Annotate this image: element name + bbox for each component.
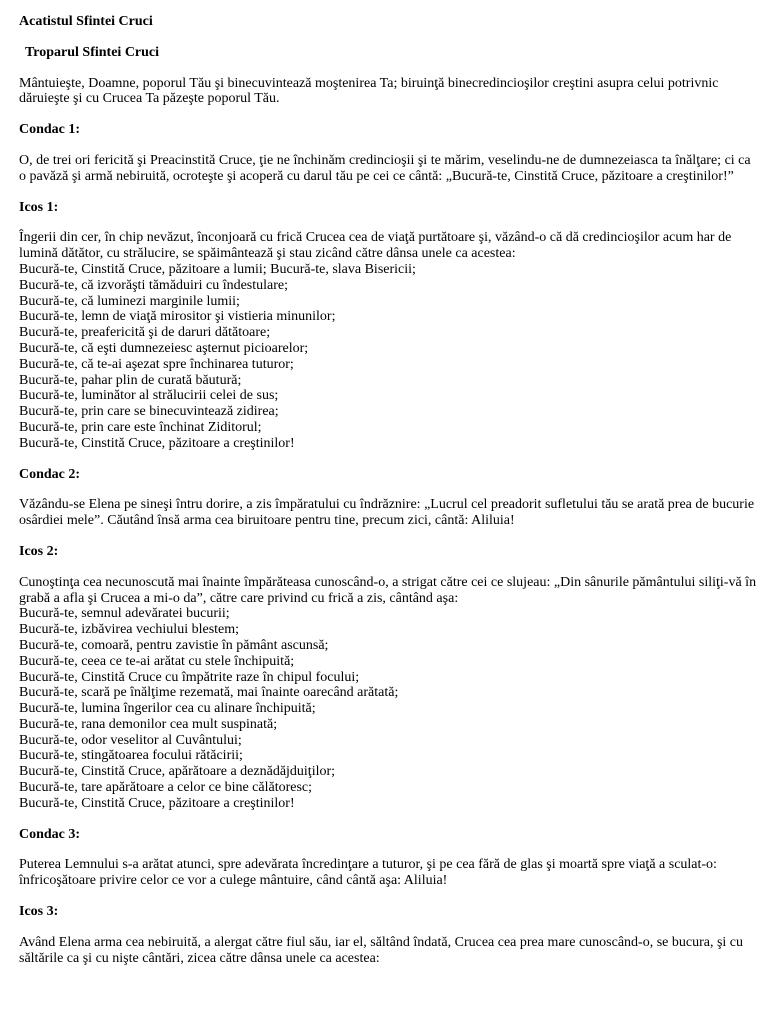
icos-2-line: Bucură-te, Cinstită Cruce cu împătrite raze în chipul focului; [19,669,360,685]
icos-1-line: Bucură-te, că izvorăşti tămăduiri cu îndestulare; [19,277,289,293]
condac-3-heading: Condac 3: [19,826,81,842]
icos-2-line: Bucură-te, lumina îngerilor cea cu alinare închipuită; [19,701,316,717]
icos-2-intro: Cunoştinţa cea necunoscută mai înainte împărăteasa cunoscând-o, a strigat către cei ce slujeau: „Din sânurile pământului siliţi-vă în grabă a afla şi Crucea a mi-o da”, către care privind cu frică a zis, cântând aşa: [19,574,757,606]
condac-2-heading: Condac 2: [19,466,81,482]
icos-1-line: Bucură-te, lemn de viaţă mirositor şi vistieria minunilor; [19,309,336,325]
icos-2-line: Bucură-te, semnul adevăratei bucurii; [19,606,230,622]
icos-2-line: Bucură-te, comoară, pentru zavistie în pământ ascunsă; [19,637,329,653]
icos-2-line: Bucură-te, izbăvirea vechiului blestem; [19,622,240,638]
icos-1-heading: Icos 1: [19,199,59,215]
icos-1-line: Bucură-te, preafericită şi de daruri dătătoare; [19,325,271,341]
icos-1-line: Bucură-te, luminător al strălucirii celei de sus; [19,388,279,404]
icos-2-line: Bucură-te, tare apărătoare a celor ce bine călătoresc; [19,780,313,796]
icos-2-heading: Icos 2: [19,543,59,559]
icos-1-body [19,230,759,451]
icos-1-line: Bucură-te, Cinstită Cruce, păzitoare a lumii; Bucură-te, slava Bisericii; [19,261,416,277]
condac-1-heading: Condac 1: [19,122,81,138]
icos-1-line: Bucură-te, prin care este închinat Ziditorul; [19,419,262,435]
icos-1-line: Bucură-te, prin care se binecuvintează zidirea; [19,404,279,420]
icos-3-intro: Având Elena arma cea nebiruită, a alergat către fiul său, iar el, săltând îndată, Crucea cea prea mare cunoscând-o, se bucura, şi cu săltările ca şi cu nişte cântări, zicea către dânsa unele ca acestea: [19,934,744,966]
condac-3-text: Puterea Lemnului s-a arătat atunci, spre adevărata încredinţare a tuturor, şi pe cea fără de glas şi moartă spre viaţă a sculat-o: înfricoşătoare privire celor ce vor a culege mântuire, când cântă aşa: Aliluia! [19,857,717,889]
icos-1-intro: Îngerii din cer, în chip nevăzut, înconjoară cu frică Crucea cea de viaţă purtătoare şi, văzând-o că dă credincioşilor acum har de lumină dătător, cu strălucire, se spăimântează şi stau zicând către dânsa unele ca acestea: [19,230,732,262]
icos-2-line: Bucură-te, stingătoarea focului rătăcirii; [19,748,243,764]
icos-1-line: Bucură-te, Cinstită Cruce, păzitoare a creştinilor! [19,435,295,451]
icos-2-body [19,575,759,812]
icos-3-heading: Icos 3: [19,904,59,920]
icos-1-line: Bucură-te, pahar plin de curată băutură; [19,372,242,388]
icos-2-line: Bucură-te, scară pe înălţime rezemată, mai înainte oarecând arătată; [19,685,399,701]
icos-1-line: Bucură-te, că te-ai aşezat spre închinarea tuturor; [19,356,294,372]
icos-1-line: Bucură-te, că eşti dumnezeiesc aşternut picioarelor; [19,340,309,356]
condac-1-text: O, de trei ori fericită şi Preacinstită Cruce, ţie ne închinăm credincioşii şi te mărim, veselindu-ne de dumnezeiasca ta înălţare; ci ca o pavăză şi armă nebiruită, ocroteşte şi acoperă cu darul tău pe cei ce cântă: „Bucură-te, Cinstită Cruce, păzitoare a creştinilor!” [19,152,751,184]
icos-2-line: Bucură-te, Cinstită Cruce, apărătoare a deznădăjduiţilor; [19,764,336,780]
icos-2-line: Bucură-te, rana demonilor cea mult suspinată; [19,716,278,732]
document-page [19,14,759,981]
troparion-text: Mântuieşte, Doamne, poporul Tău şi binecuvintează moştenirea Ta; biruinţă binecredincioşilor creştini asupra celui potrivnic dăruieşte şi cu Crucea Ta păzeşte poporul Tău. [19,75,719,107]
icos-2-line: Bucură-te, ceea ce te-ai arătat cu stele închipuită; [19,653,295,669]
icos-1-line: Bucură-te, că luminezi marginile lumii; [19,293,240,309]
icos-2-line: Bucură-te, odor veselitor al Cuvântului; [19,732,242,748]
icos-2-line: Bucură-te, Cinstită Cruce, păzitoare a creştinilor! [19,795,295,811]
document-title: Acatistul Sfintei Cruci [19,14,153,29]
condac-2-text: Văzându-se Elena pe sineşi întru dorire, a zis împăratului cu îndrăznire: „Lucrul cel preadorit sufletului tău se arată prea de bucurie osârdiei mele”. Căutând însă arma cea biruitoare pentru tine, precum zici, cântă: Aliluia! [19,497,755,529]
troparion-heading: Troparul Sfintei Cruci [25,44,160,60]
